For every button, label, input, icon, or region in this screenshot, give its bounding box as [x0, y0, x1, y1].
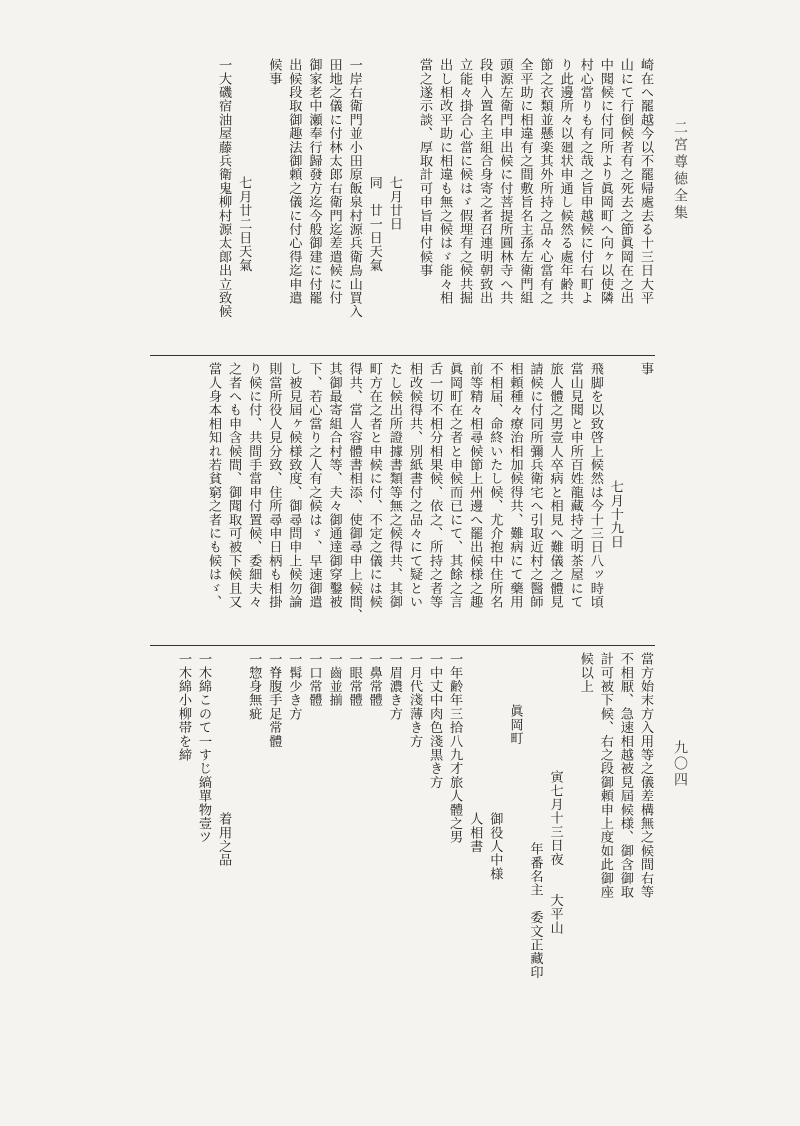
text-column: 御家老中瀬奉行歸發方迄今般御建に付罷	[306, 58, 322, 305]
text-column: 七月廿二日天氣	[236, 176, 252, 272]
text-column: 寅七月十三日夜 大平山	[547, 770, 563, 935]
text-column: 眞岡町在之者と申候而已にて、其餘之言	[447, 362, 463, 609]
text-column: 節之衣類並懸楽其外所持之品々心當有之	[537, 58, 553, 305]
text-column: 下、若心當り之人有之候はゞ、早速御遣	[306, 362, 322, 609]
text-column: 一鼻常體	[366, 652, 382, 707]
text-column: たし候出所證據書類等無之候得共、其御	[386, 362, 402, 609]
tier-divider-lower	[150, 645, 655, 646]
text-column: 當之遂示談、厚取計可申旨申付候事	[416, 58, 432, 278]
text-column: 當山見聞と申所百姓龍藏持之明茶屋にて	[567, 362, 583, 609]
lower-text-block	[150, 652, 655, 1072]
text-column: 不相届、命終いたし候、尤介抱中住所名	[487, 362, 503, 609]
text-column: し被見屆ヶ候様致度、御尋問申上候勿論	[286, 362, 302, 609]
text-column: 七月廿日	[386, 176, 402, 231]
text-column: 候事	[266, 58, 282, 86]
text-column: 舌一切不相分相果候、依之、所持之者等	[427, 362, 443, 609]
text-column: 候以上	[577, 652, 593, 694]
text-column: 立能々掛合心當に候はゞ假埋有之候共掘	[457, 58, 473, 305]
text-column: 不相厭、急速相越被見屆候様、御含御取	[617, 652, 633, 899]
text-column: 人相書	[467, 812, 483, 854]
tier-divider-upper	[150, 355, 655, 356]
text-column: 段申入置名主組合身寄之者召連明朝致出	[477, 58, 493, 305]
text-column: 一脊腹手足常體	[266, 652, 282, 748]
text-column: 計可被下候、右之段御頼申上度如此御座	[597, 652, 613, 899]
text-column: 一口常體	[306, 652, 322, 707]
column-gap	[404, 58, 414, 348]
text-column: 一眉濃き方	[386, 652, 402, 721]
text-column: 一年齢年三拾八九才旅人體之男	[447, 652, 463, 844]
text-column: 崎在へ罷越今以不罷帰處去る十三日大平	[638, 58, 653, 305]
text-column: 一齒並揃	[326, 652, 342, 707]
text-column: 得共、當人容體書相添、使御尋申上候間、	[346, 362, 362, 623]
text-column: 年番名主 委文正藏印	[527, 842, 543, 979]
running-header-title: 二宮尊徳全集	[672, 120, 688, 222]
text-column: 請候に付同所彌兵衛宅へ引取近村之醫師	[527, 362, 543, 609]
text-column: 中聞候に付同所より眞岡町へ向ヶ以使隣	[597, 58, 613, 305]
text-column: 一月代淺薄き方	[406, 652, 422, 748]
text-column: 出し相改平助に相違も無之候はゞ能々相	[437, 58, 453, 305]
text-column: 一髯少き方	[286, 652, 302, 721]
text-column: 之者へも申含候間、御聞取可被下候且又	[226, 362, 242, 609]
text-column: 出候段取御趣法御頼之儀に付心得迄申遣	[286, 58, 302, 305]
text-column: 一岸右衛門並小田原飯泉村源兵衛鳥山買入	[346, 58, 362, 319]
middle-text-block	[150, 362, 655, 638]
text-column: り候に付、共間手當申付置候、委細夫々	[246, 362, 262, 609]
text-column: 田地之儀に付林太郎右衛門迄差遣候に付	[326, 58, 342, 305]
text-column: 御役人中様	[487, 812, 503, 881]
text-column: 一眼常體	[346, 652, 362, 707]
text-column: 當人身本相知れ若貧窮之者にも候はゞ、	[206, 362, 222, 609]
text-column: 一中丈中肉色淺黒き方	[427, 652, 443, 789]
text-column: 旅人體之男壹人卒病と相見へ難儀之體見	[547, 362, 563, 609]
text-column: 頭源左衛門申出候に付菩提所圓林寺へ共	[497, 58, 513, 305]
text-column: 飛脚を以致啓上候然は今十三日八ッ時頃	[587, 362, 603, 609]
text-column: 山にて行倒候者有之死去之節眞岡在之出	[617, 58, 633, 305]
text-column: 全平助に相違有之間敷旨名主孫左衛門組	[517, 58, 533, 305]
text-column: 七月十九日	[607, 480, 623, 549]
column-gap	[253, 58, 263, 348]
text-column: 一大磯宿油屋藤兵衛鬼柳村源太郎出立致候	[216, 58, 232, 319]
text-column: 町方在之者と申候に付、不定之儀には候	[366, 362, 382, 609]
text-column: 眞岡町	[507, 704, 523, 746]
text-column: 村心當りも有之哉之旨申越候に付右町よ	[577, 58, 593, 305]
text-column: 着用之品	[216, 812, 232, 867]
page-number: 九〇四	[672, 740, 688, 788]
text-column: り此邊所々以廻状申通し候然る處年齢共	[557, 58, 573, 305]
text-column: 當方始末方入用等之儀差構無之候間右等	[638, 652, 653, 899]
text-column: 則當所役人見分致、住所尋申日柄も相掛	[266, 362, 282, 609]
column-gap	[233, 652, 243, 1072]
upper-text-block	[150, 58, 655, 348]
text-column: 一木綿このて一すじ縞單物壹ツ	[196, 652, 212, 844]
text-column: 前等精々相尋候節上州邊へ罷出候様之趣	[467, 362, 483, 609]
text-column: 同 廿一日天氣	[366, 176, 382, 272]
column-gap	[625, 362, 635, 638]
column-gap	[565, 652, 575, 1072]
text-column: 相改候得共、別紙書付之品々にて疑とい	[406, 362, 422, 609]
text-column: 事	[638, 362, 653, 376]
text-column: 一木綿小柳帯を締	[175, 652, 191, 762]
text-column: 相頼種々療治相加候得共、難病にて藥用	[507, 362, 523, 609]
text-column: 一惣身無疵	[246, 652, 262, 721]
text-column: 其御最寄組合村等、夫々御通達御穿鑿被	[326, 362, 342, 609]
